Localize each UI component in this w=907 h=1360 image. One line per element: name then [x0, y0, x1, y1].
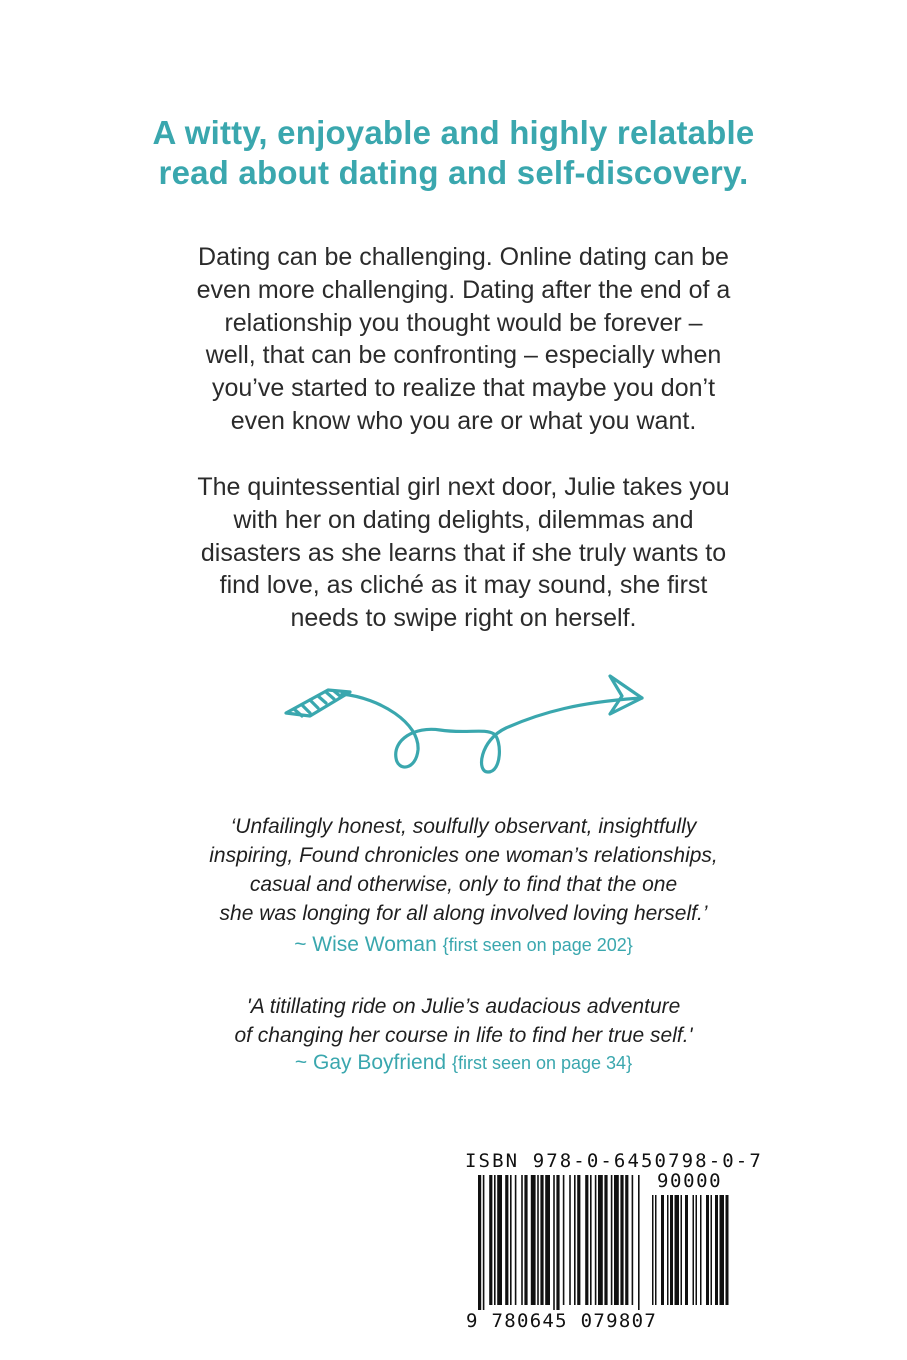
review-quote-2: [0, 992, 907, 1050]
barcode-bar: [590, 1175, 592, 1305]
barcode-bar: [524, 1175, 527, 1305]
barcode-bar: [505, 1175, 508, 1305]
barcode: [460, 1153, 735, 1333]
text-line: with her on dating delights, dilemmas and: [233, 505, 694, 534]
barcode-addon-bar: [667, 1195, 669, 1305]
text-line: disasters as she learns that if she truly wants to: [200, 538, 727, 567]
headline-line: read about dating and self-discovery.: [158, 154, 749, 191]
barcode-bar: [556, 1175, 559, 1315]
review-quote-1: [0, 812, 907, 928]
quote-source: {first seen on page 202}: [442, 935, 633, 955]
barcode-bar: [611, 1175, 613, 1305]
text-line: relationship you thought would be forever –: [224, 308, 703, 337]
quote-author: ~ Gay Boyfriend: [294, 1051, 447, 1074]
barcode-bar: [521, 1175, 523, 1305]
barcode-addon-bar: [655, 1195, 657, 1305]
barcode-bar: [478, 1175, 481, 1315]
headline: [0, 113, 907, 193]
barcode-bar: [632, 1175, 634, 1305]
barcode-addon-bar: [693, 1195, 695, 1305]
barcode-addon-bar: [706, 1195, 709, 1305]
isbn-label: ISBN 978-0-6450798-0-7: [465, 1150, 763, 1172]
barcode-bar: [598, 1175, 603, 1305]
looping-arrow-icon: [280, 668, 650, 793]
barcode-bar: [510, 1175, 512, 1305]
text-line: Dating can be challenging. Online dating can be: [198, 243, 729, 271]
text-line: you’ve started to realize that maybe you don’t: [211, 374, 716, 403]
barcode-addon-bar: [681, 1195, 683, 1305]
barcode-bar: [489, 1175, 492, 1305]
barcode-bar: [569, 1175, 571, 1305]
quote-line: she was longing for all along involved loving herself.’: [219, 902, 708, 925]
quote-source: {first seen on page 34}: [451, 1053, 633, 1073]
barcode-bar: [585, 1175, 588, 1305]
barcode-bar: [494, 1175, 496, 1305]
barcode-bar: [577, 1175, 580, 1305]
barcode-addon-bar: [652, 1195, 654, 1305]
ean-number: 9 780645 079807: [466, 1310, 658, 1332]
barcode-addon-bar: [675, 1195, 680, 1305]
barcode-addon-bar: [711, 1195, 713, 1305]
barcode-bar: [553, 1175, 555, 1315]
text-line: even know who you are or what you want.: [230, 406, 697, 435]
quote-line: inspiring, Found chronicles one woman’s relationships,: [209, 844, 718, 867]
barcode-bar: [595, 1175, 597, 1305]
barcode-bar: [563, 1175, 565, 1305]
barcode-bar: [638, 1175, 640, 1315]
text-line: well, that can be confronting – especially when: [205, 341, 722, 370]
quote-line: casual and otherwise, only to find that the one: [249, 873, 678, 896]
barcode-addon-bar: [696, 1195, 698, 1305]
barcode-bar: [540, 1175, 543, 1305]
barcode-bar: [545, 1175, 550, 1305]
barcode-bar: [574, 1175, 576, 1305]
blurb-paragraph-2: [0, 471, 907, 635]
barcode-bar: [620, 1175, 623, 1305]
barcode-addon-bar: [661, 1195, 664, 1305]
text-line: find love, as cliché as it may sound, she first: [219, 571, 708, 600]
quote-attribution-1: [0, 931, 907, 959]
barcode-addon-bar: [670, 1195, 673, 1305]
text-line: even more challenging. Dating after the end of a: [196, 275, 731, 304]
text-line: needs to swipe right on herself.: [290, 604, 637, 633]
barcode-addon-bar: [715, 1195, 718, 1305]
barcode-bar: [515, 1175, 517, 1305]
quote-attribution-2: [0, 1049, 907, 1077]
barcode-bar: [537, 1175, 539, 1305]
barcode-addon-bar: [685, 1195, 688, 1305]
barcode-bar: [614, 1175, 619, 1305]
barcode-addon-bar: [700, 1195, 702, 1305]
barcode-bar: [497, 1175, 502, 1305]
text-line: The quintessential girl next door, Julie takes you: [197, 473, 730, 501]
headline-line: A witty, enjoyable and highly relatable: [152, 114, 755, 151]
barcode-addon-bar: [720, 1195, 725, 1305]
quote-line: of changing her course in life to find her true self.': [234, 1024, 693, 1047]
quote-line: 'A titillating ride on Julie’s audacious adventure: [246, 995, 681, 1018]
price-code: 90000: [657, 1170, 723, 1192]
barcode-bar: [483, 1175, 485, 1315]
quote-line: ‘Unfailingly honest, soulfully observant, insightfully: [230, 815, 697, 838]
barcode-bar: [604, 1175, 607, 1305]
quote-author: ~ Wise Woman: [294, 933, 437, 956]
barcode-addon-bar: [726, 1195, 729, 1305]
barcode-bar: [531, 1175, 536, 1305]
blurb-paragraph-1: [0, 241, 907, 438]
barcode-bar: [625, 1175, 628, 1305]
